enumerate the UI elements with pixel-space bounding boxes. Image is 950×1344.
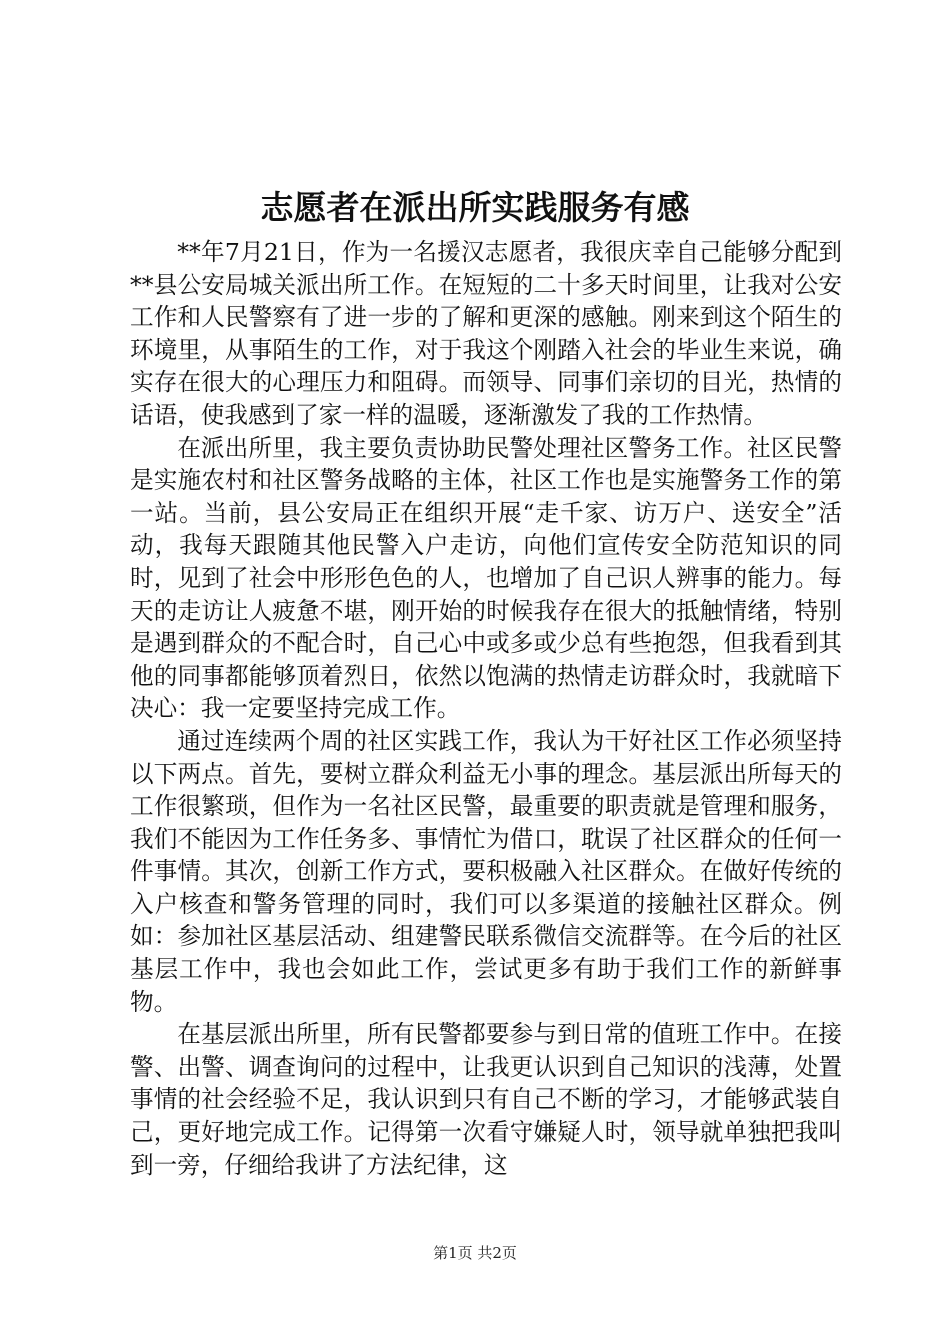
paragraph-4: 在基层派出所里，所有民警都要参与到日常的值班工作中。在接警、出警、调查询问的过程中，让我更认识到自己知识的浅薄，处置事情的社会经验不足，我认识到只有自己不断的学习，才能够武装自己，更好地完成工作。记得第一次看守嫌疑人时，领导就单独把我叫到一旁，仔细给我讲了方法纪律，这 <box>130 1020 842 1179</box>
paragraph-2: 在派出所里，我主要负责协助民警处理社区警务工作。社区民警是实施农村和社区警务战略的主体，社区工作也是实施警务工作的第一站。当前，县公安局正在组织开展“走千家、访万户、送安全”活动，我每天跟随其他民警入户走访，向他们宣传安全防范知识的同时，见到了社会中形形色色的人，也增加了自己识人辨事的能力。每天的走访让人疲惫不堪，刚开始的时候我存在很大的抵触情绪，特别是遇到群众的不配合时，自己心中或多或少总有些抱怨，但我看到其他的同事都能够顶着烈日，依然以饱满的热情走访群众时，我就暗下决心：我一定要坚持完成工作。 <box>130 433 842 723</box>
page-footer: 第1页 共2页 <box>433 1244 517 1262</box>
document-body <box>130 236 842 1181</box>
document-title: 志愿者在派出所实践服务有感 <box>260 188 690 227</box>
paragraph-1: **年7月21日，作为一名援汉志愿者，我很庆幸自己能够分配到**县公安局城关派出所工作。在短短的二十多天时间里，让我对公安工作和人民警察有了进一步的了解和更深的感触。刚来到这个陌生的环境里，从事陌生的工作，对于我这个刚踏入社会的毕业生来说，确实存在很大的心理压力和阻碍。而领导、同事们亲切的目光，热情的话语，使我感到了家一样的温暖，逐渐激发了我的工作热情。 <box>130 238 842 429</box>
paragraph-3: 通过连续两个周的社区实践工作，我认为干好社区工作必须坚持以下两点。首先，要树立群众利益无小事的理念。基层派出所每天的工作很繁琐，但作为一名社区民警，最重要的职责就是管理和服务，我们不能因为工作任务多、事情忙为借口，耽误了社区群众的任何一件事情。其次，创新工作方式，要积极融入社区群众。在做好传统的入户核查和警务管理的同时，我们可以多渠道的接触社区群众。例如：参加社区基层活动、组建警民联系微信交流群等。在今后的社区基层工作中，我也会如此工作，尝试更多有助于我们工作的新鲜事物。 <box>130 726 842 1016</box>
